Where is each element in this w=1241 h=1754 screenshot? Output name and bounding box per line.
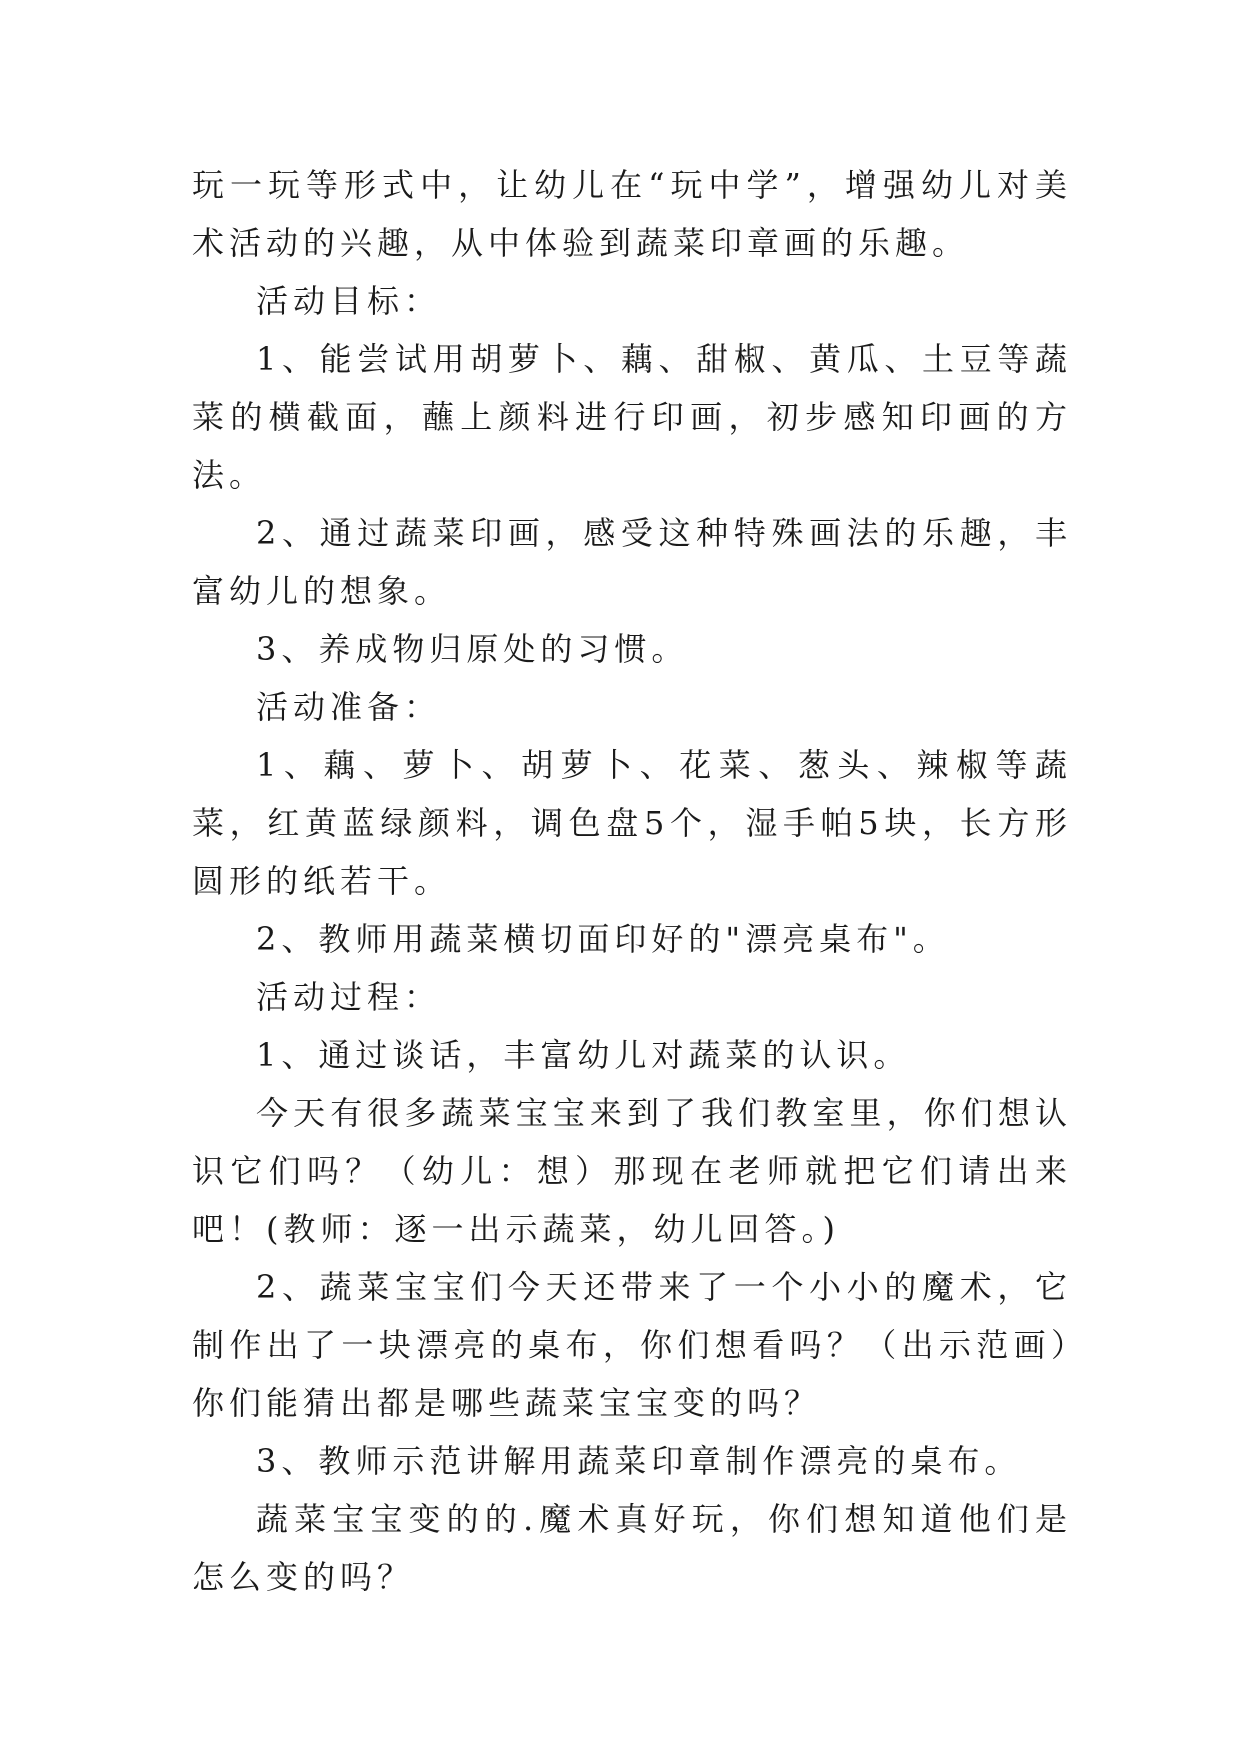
paragraph: 1、通过谈话，丰富幼儿对蔬菜的认识。 — [256, 1036, 911, 1074]
paragraph: 蔬菜宝宝变的的.魔术真好玩，你们想知道他们是怎么变的吗？ — [192, 1500, 1072, 1596]
paragraph: 1、能尝试用胡萝卜、藕、甜椒、黄瓜、土豆等蔬菜的横截面，蘸上颜料进行印画，初步感知印画的方法。 — [192, 340, 1072, 494]
section-heading-preparation: 活动准备： — [256, 688, 442, 726]
paragraph: 3、养成物归原处的习惯。 — [256, 630, 689, 668]
paragraph: 2、通过蔬菜印画，感受这种特殊画法的乐趣，丰富幼儿的想象。 — [192, 514, 1072, 610]
section-heading-goals: 活动目标： — [256, 282, 442, 320]
paragraph: 今天有很多蔬菜宝宝来到了我们教室里，你们想认识它们吗？（幼儿：想）那现在老师就把它们请出来吧！(教师：逐一出示蔬菜，幼儿回答。) — [192, 1094, 1072, 1248]
paragraph: 3、教师示范讲解用蔬菜印章制作漂亮的桌布。 — [256, 1442, 1022, 1480]
paragraph: 2、教师用蔬菜横切面印好的"漂亮桌布"。 — [256, 920, 950, 958]
paragraph: 2、蔬菜宝宝们今天还带来了一个小小的魔术，它制作出了一块漂亮的桌布，你们想看吗？（出示范画）你们能猜出都是哪些蔬菜宝宝变的吗？ — [192, 1268, 1072, 1422]
paragraph: 玩一玩等形式中，让幼儿在“玩中学”，增强幼儿对美术活动的兴趣，从中体验到蔬菜印章画的乐趣。 — [192, 166, 1072, 262]
paragraph: 1、藕、萝卜、胡萝卜、花菜、葱头、辣椒等蔬菜，红黄蓝绿颜料，调色盘5个，湿手帕5块，长方形圆形的纸若干。 — [192, 746, 1072, 900]
document-body — [192, 156, 1072, 1606]
section-heading-process: 活动过程： — [256, 978, 442, 1016]
